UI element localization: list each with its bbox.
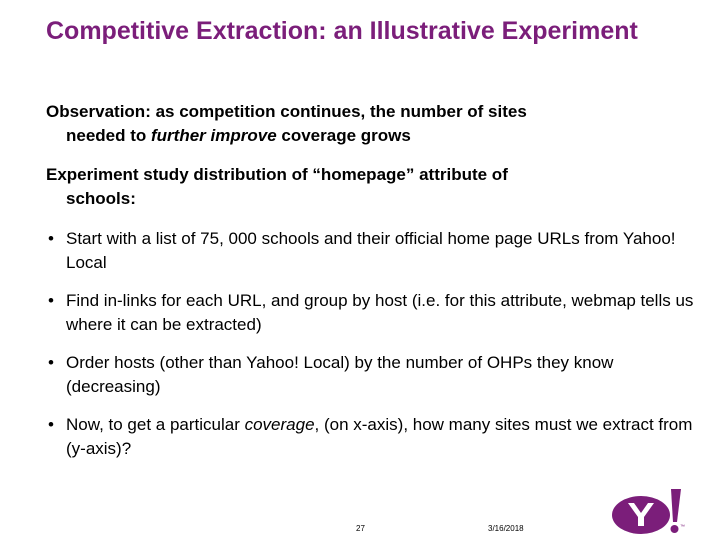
bullet-text-4 [46, 413, 706, 461]
yahoo-logo-exclaim-bar [671, 489, 681, 522]
bullet-glyph: • [48, 291, 54, 310]
yahoo-logo [611, 488, 687, 536]
experiment-line-2: schools: [66, 189, 136, 208]
bullet-glyph: • [48, 415, 54, 434]
observation-emphasis: further improve [151, 126, 277, 145]
bullet-item-1 [46, 227, 706, 275]
observation-text-a: needed to [66, 126, 152, 145]
experiment-line-1: Experiment study distribution of “homepage” attribute of [46, 165, 508, 184]
bullet-glyph: • [48, 353, 54, 372]
bullet-item-2 [46, 289, 706, 337]
bullet-4-text-b: , (on x-axis), how many sites must we extract from (y-axis)? [66, 415, 693, 458]
slide-date: 3/16/2018 [488, 524, 524, 533]
yahoo-logo-tm: ™ [680, 524, 685, 530]
observation-line-2 [46, 124, 696, 148]
bullet-4-text-a: Now, to get a particular [66, 415, 245, 434]
observation-text-b: coverage grows [276, 126, 411, 145]
bullet-item-3 [46, 351, 706, 399]
bullet-text-2: Find in-links for each URL, and group by host (i.e. for this attribute, webmap tells us where it can be extracted) [66, 291, 694, 334]
bullet-glyph: • [48, 229, 54, 248]
bullet-text-1: Start with a list of 75, 000 schools and their official home page URLs from Yahoo! Local [66, 229, 676, 272]
yahoo-logo-exclaim-dot [671, 525, 679, 533]
slide-title: Competitive Extraction: an Illustrative Experiment [46, 17, 638, 45]
bullet-4-emphasis: coverage [244, 415, 315, 434]
slide-number: 27 [356, 524, 365, 533]
observation-line-1: Observation: as competition continues, the number of sites [46, 102, 527, 121]
bullet-text-3: Order hosts (other than Yahoo! Local) by the number of OHPs they know (decreasing) [66, 353, 614, 396]
experiment-paragraph [46, 163, 696, 211]
bullet-item-4 [46, 413, 706, 461]
yahoo-logo-graphic [611, 488, 687, 536]
observation-paragraph [46, 100, 696, 148]
